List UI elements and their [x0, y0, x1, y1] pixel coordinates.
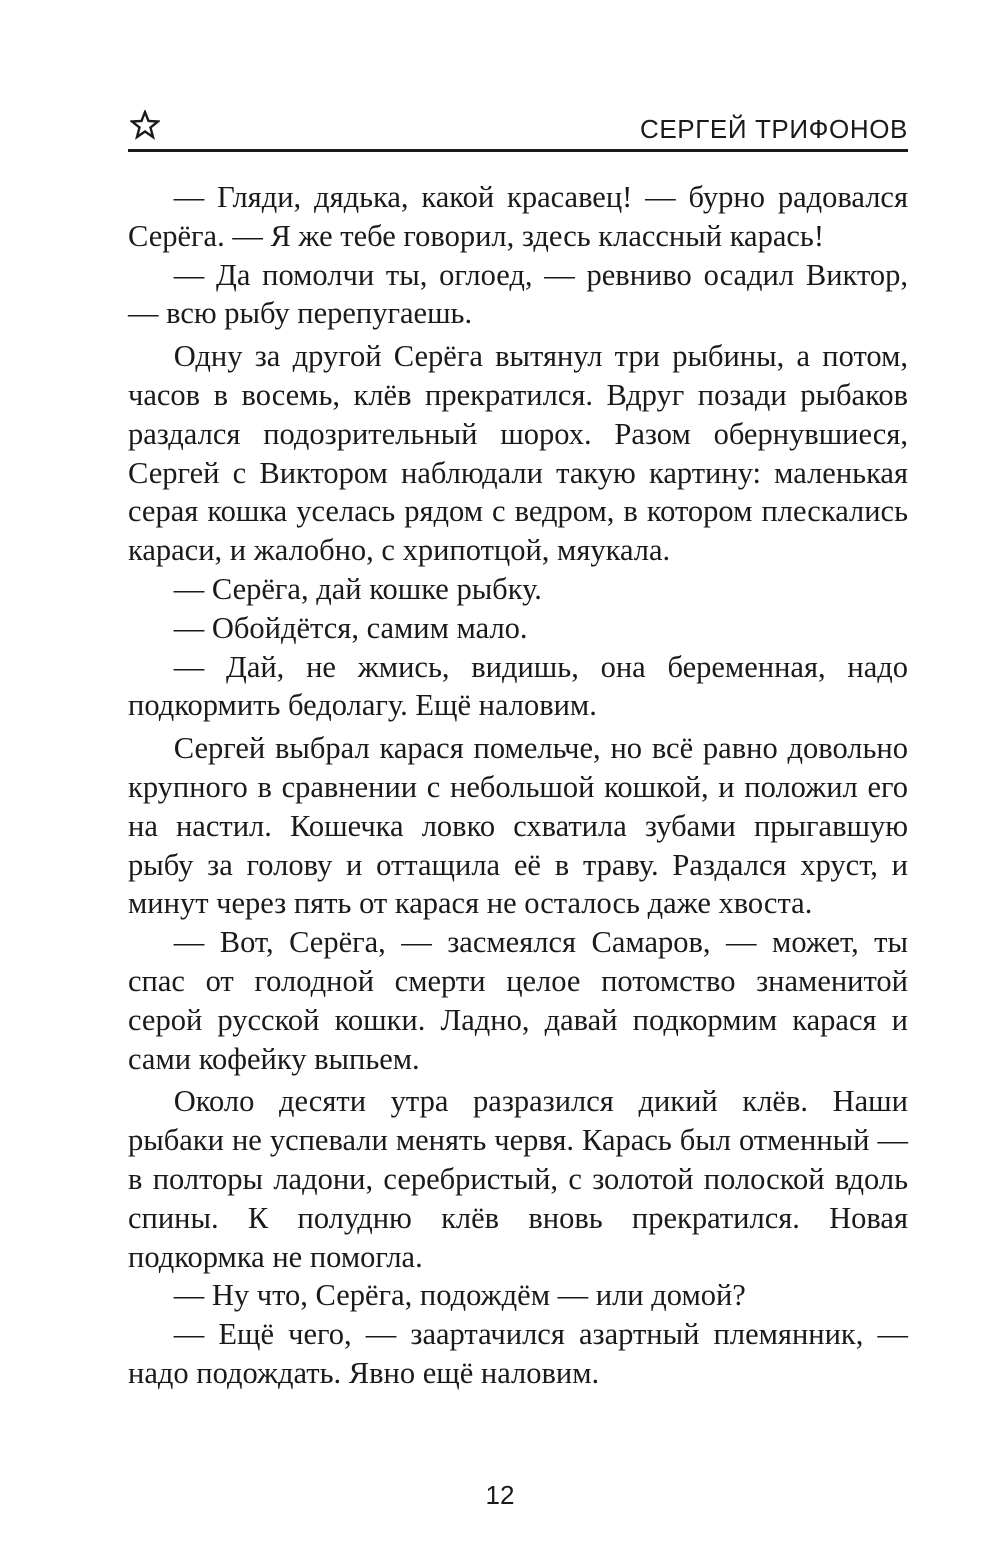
author-name: СЕРГЕЙ ТРИФОНОВ [639, 114, 908, 144]
paragraph: Сергей выбрал карася помельче, но всё равно довольно крупного в сравнении с небольшой кошкой, и положил его на настил. Кошечка ловко схватила зубами прыгавшую рыбу за голову и оттащила её в траву. Раздался хруст, и минут через пять от карася не осталось даже хвоста. [128, 731, 908, 921]
body-text [128, 178, 908, 1393]
paragraph: — Ну что, Серёга, подождём — или домой? [173, 1278, 746, 1313]
paragraph: — Да помолчи ты, оглоед, — ревниво осадил Виктор, — всю рыбу перепугаешь. [128, 257, 908, 331]
paragraph: — Гляди, дядька, какой красавец! — бурно радовался Серёга. — Я же тебе говорил, здесь классный карась! [128, 180, 908, 253]
header-rule [128, 149, 908, 152]
star-outline-icon [130, 110, 160, 140]
paragraph: — Вот, Серёга, — засмеялся Самаров, — может, ты спас от голодной смерти целое потомство знаменитой серой русской кошки. Ладно, давай подкормим карася и сами кофейку выпьем. [128, 925, 908, 1076]
paragraph: Одну за другой Серёга вытянул три рыбины, а потом, часов в восемь, клёв прекратился. Вдруг позади рыбаков раздался подозрительный шорох. Разом обернувшиеся, Сергей с Виктором наблюдали такую картину: маленькая серая кошка уселась рядом с ведром, в котором плескались караси, и жалобно, с хрипотцой, мяукала. [128, 339, 908, 568]
paragraph: Около десяти утра разразился дикий клёв. Наши рыбаки не успевали менять червя. Карась был отменный — в полторы ладони, серебристый, с золотой полоской вдоль спины. К полудню клёв вновь прекратился. Новая подкормка не помогла. [128, 1084, 908, 1274]
page-number: 12 [485, 1480, 515, 1510]
paragraph: — Обойдётся, самим мало. [173, 610, 528, 645]
running-header [128, 100, 908, 150]
paragraph: — Дай, не жмись, видишь, она беременная, надо подкормить бедолагу. Ещё наловим. [128, 649, 908, 723]
paragraph: — Ещё чего, — заартачился азартный племянник, — надо подождать. Явно ещё наловим. [128, 1317, 908, 1390]
paragraph: — Серёга, дай кошке рыбку. [173, 571, 542, 606]
